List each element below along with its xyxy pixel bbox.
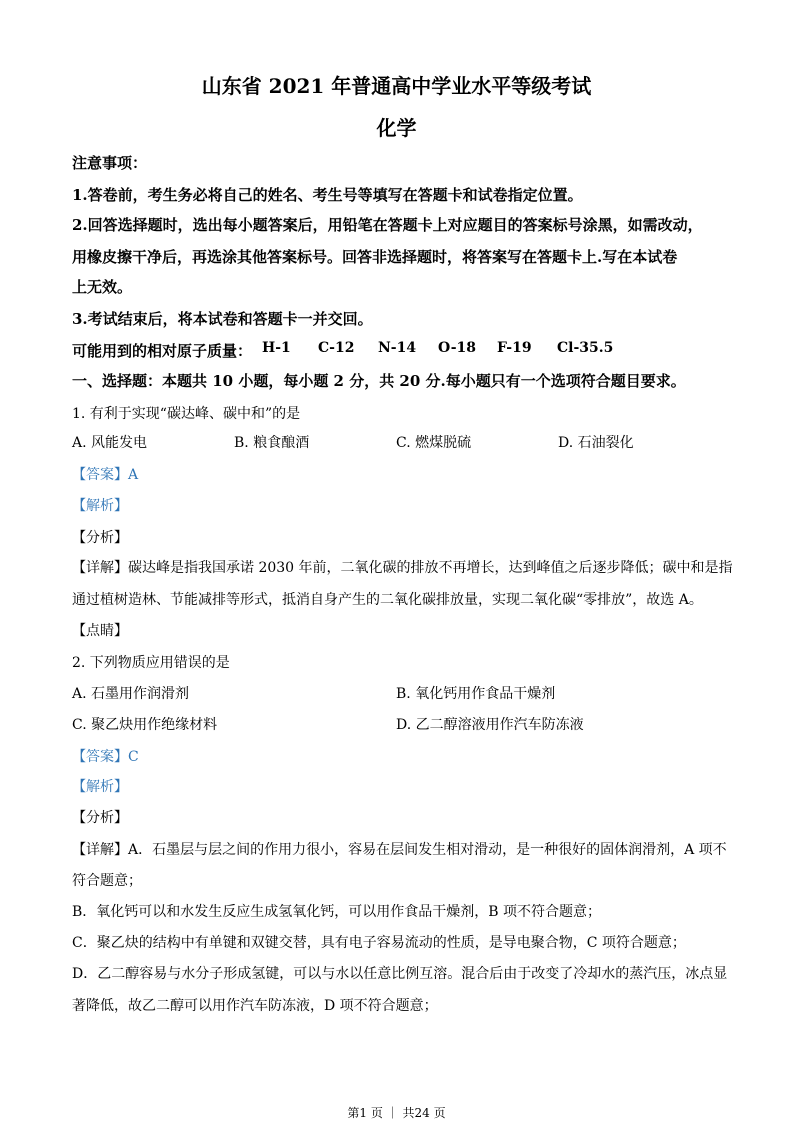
question-2-detail-c: C．聚乙炔的结构中有单键和双键交替，具有电子容易流动的性质，是导电聚合物，C 项符合题意； <box>72 935 686 951</box>
question-2-option-b: B. 氧化钙用作食品干燥剂 <box>396 686 556 702</box>
page-footer: 第1 页 ｜ 共24 页 <box>347 1106 446 1120</box>
question-2-detail-line-2: 符合题意； <box>72 873 142 889</box>
question-2-fenxi: 【分析】 <box>72 810 128 826</box>
atomic-mass-cl: Cl-35.5 <box>557 340 614 356</box>
notice-item-3: 3.考试结束后，将本试卷和答题卡一并交回。 <box>72 310 373 328</box>
question-1-stem: 1. 有利于实现“碳达峰、碳中和”的是 <box>72 406 301 422</box>
question-2-detail-d-line-1: D．乙二醇容易与水分子形成氢键，可以与水以任意比例互溶。混合后由于改变了冷却水的蒸汽压，冰点显 <box>72 966 728 982</box>
question-2-detail-line-1: 【详解】A．石墨层与层之间的作用力很小，容易在层间发生相对滑动，是一种很好的固体润滑剂，A 项不 <box>72 842 727 858</box>
atomic-mass-o: O-18 <box>438 340 477 356</box>
question-1-option-d: D. 石油裂化 <box>558 435 634 451</box>
notice-heading: 注意事项： <box>72 154 148 172</box>
atomic-mass-label: 可能用到的相对原子质量： <box>72 342 253 360</box>
question-1-option-c: C. 燃煤脱硫 <box>396 435 472 451</box>
question-2-answer: 【答案】C <box>72 749 139 765</box>
question-1-dianjing: 【点睛】 <box>72 623 128 639</box>
question-1-option-a: A. 风能发电 <box>72 435 148 451</box>
question-1-detail-line-2: 通过植树造林、节能减排等形式，抵消自身产生的二氧化碳排放量，实现二氧化碳“零排放”，故选 A。 <box>72 592 703 608</box>
question-1-fenxi: 【分析】 <box>72 530 128 546</box>
question-2-option-a: A. 石墨用作润滑剂 <box>72 686 190 702</box>
notice-item-2-line-3: 上无效。 <box>72 278 133 296</box>
question-1-answer <box>72 464 138 484</box>
question-2-option-c: C. 聚乙炔用作绝缘材料 <box>72 717 218 733</box>
question-1-detail-line-1: 【详解】碳达峰是指我国承诺 2030 年前，二氧化碳的排放不再增长，达到峰值之后逐步降低；碳中和是指 <box>72 560 733 576</box>
atomic-mass-c: C-12 <box>318 340 355 356</box>
question-2-detail-b: B．氧化钙可以和水发生反应生成氢氧化钙，可以用作食品干燥剂，B 项不符合题意； <box>72 904 602 920</box>
question-2-analysis: 【解析】 <box>72 779 128 795</box>
page-subtitle: 化学 <box>376 116 417 140</box>
atomic-mass-h: H-1 <box>262 340 291 356</box>
question-2-option-d: D. 乙二醇溶液用作汽车防冻液 <box>396 717 584 733</box>
question-1-analysis: 【解析】 <box>72 498 128 514</box>
atomic-mass-n: N-14 <box>378 340 417 356</box>
question-2-stem: 2. 下列物质应用错误的是 <box>72 655 230 671</box>
notice-item-2-line-1: 2.回答选择题时，选出每小题答案后，用铅笔在答题卡上对应题目的答案标号涂黑，如需改动， <box>72 216 703 234</box>
answer-tag: 【答案】A <box>72 467 139 483</box>
page-title: 山东省 2021 年普通高中学业水平等级考试 <box>201 74 592 98</box>
notice-item-1: 1.答卷前，考生务必将自己的姓名、考生号等填写在答题卡和试卷指定位置。 <box>72 186 583 204</box>
section-1-heading: 一、选择题：本题共 10 小题，每小题 2 分，共 20 分.每小题只有一个选项符合题目要求。 <box>72 372 686 390</box>
atomic-mass-f: F-19 <box>497 340 532 356</box>
question-1-option-b: B. 粮食酿酒 <box>234 435 310 451</box>
question-2-detail-d-line-2: 著降低，故乙二醇可以用作汽车防冻液，D 项不符合题意； <box>72 998 438 1014</box>
notice-item-2-line-2: 用橡皮擦干净后，再选涂其他答案标号。回答非选择题时，将答案写在答题卡上.写在本试卷 <box>72 248 678 266</box>
